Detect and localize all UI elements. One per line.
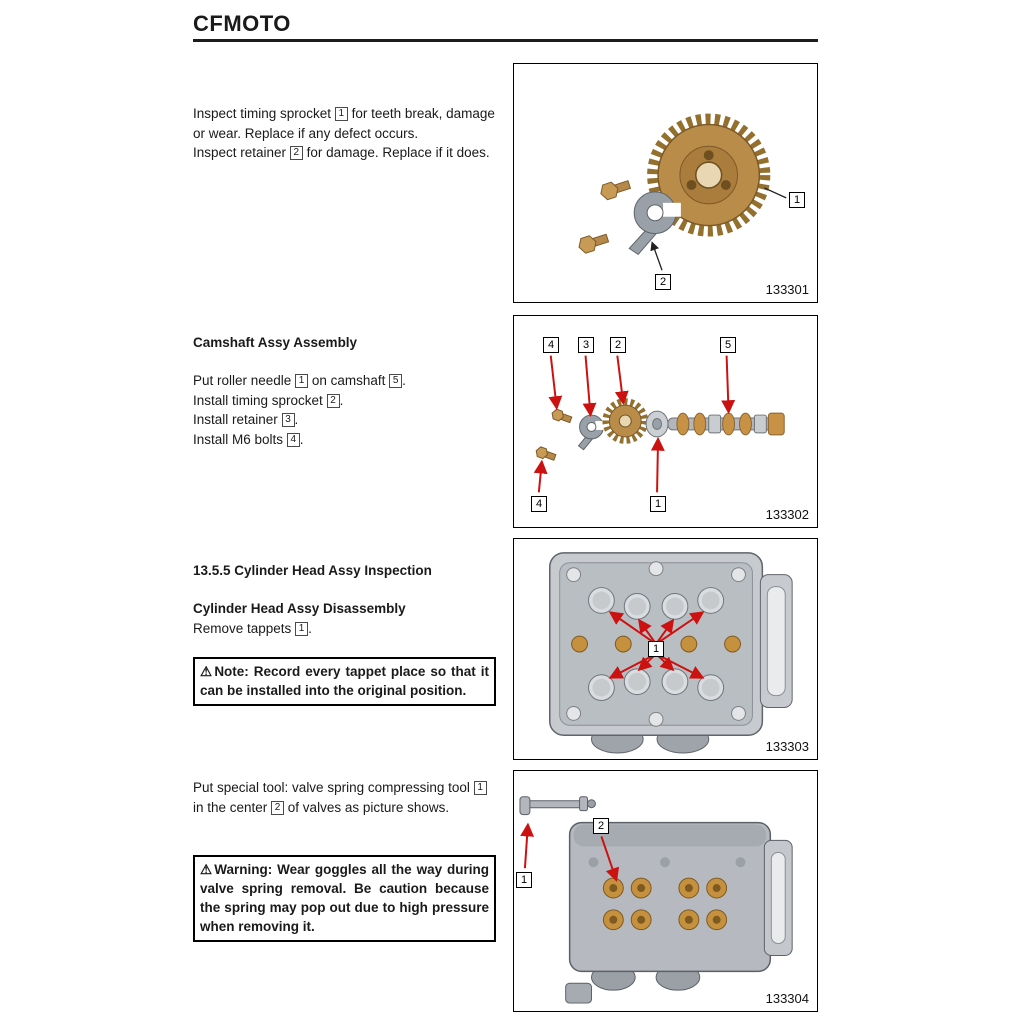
text-segment: Install retainer xyxy=(193,412,282,427)
ref-box: 1 xyxy=(474,781,487,795)
figure-number: 133301 xyxy=(765,282,809,297)
ref-box: 3 xyxy=(282,413,295,427)
figure-133302 xyxy=(513,315,818,528)
callout-label: 1 xyxy=(650,496,666,512)
ref-box: 2 xyxy=(271,801,284,815)
text-segment: . xyxy=(308,620,312,636)
camshaft-assy-steps xyxy=(193,371,496,449)
retainer xyxy=(579,415,607,450)
callout-label: 2 xyxy=(593,818,609,834)
warning-text: Warning: Wear goggles all the way during valve spring removal. Be caution because the spring may pop out due to high pressure when removing it. xyxy=(200,862,489,934)
valve-spring-compressing-tool xyxy=(520,797,596,815)
text-segment: Put roller needle xyxy=(193,373,296,388)
timing-sprocket-illustration xyxy=(514,64,817,302)
figure-133304 xyxy=(513,770,818,1012)
text-segment: . xyxy=(402,373,406,388)
paragraph-line xyxy=(193,778,496,817)
brand-logo-text: CFMOTO xyxy=(193,11,291,36)
bolt xyxy=(598,177,631,201)
note-text: Note: Record every tappet place so that it can be installed into the original position. xyxy=(200,664,489,698)
paragraph-line xyxy=(193,410,496,430)
paragraph-line xyxy=(193,143,496,163)
special-tool-instructions xyxy=(193,778,496,817)
text-segment: Install M6 bolts xyxy=(193,431,287,447)
ref-box: 5 xyxy=(389,374,402,388)
header-rule xyxy=(193,39,818,42)
cylinder-head-top-illustration xyxy=(514,539,817,759)
paragraph-line xyxy=(193,104,496,143)
text-segment: . xyxy=(339,392,344,408)
text-segment: Inspect timing sprocket xyxy=(193,106,335,121)
paragraph-line xyxy=(193,391,496,411)
text-segment: Remove tappets xyxy=(193,620,296,636)
ref-box: 2 xyxy=(327,394,340,408)
camshaft-assy-heading: Camshaft Assy Assembly xyxy=(193,335,358,350)
warning-icon: ⚠ xyxy=(200,862,214,877)
figure-number: 133304 xyxy=(765,991,809,1006)
text-segment: for teeth break, damage or wear. Replace if any defect occurs. xyxy=(193,106,495,141)
bolt xyxy=(550,408,572,424)
section-heading: 13.5.5 Cylinder Head Assy Inspection xyxy=(193,563,432,578)
callout-label: 1 xyxy=(648,641,664,657)
paragraph-line xyxy=(193,371,496,391)
bolt xyxy=(577,231,610,255)
cylinder-head-disassembly-block xyxy=(193,599,496,638)
ref-box: 1 xyxy=(295,622,308,636)
bolt xyxy=(534,446,556,462)
figure-number: 133303 xyxy=(765,739,809,754)
sub-heading: Cylinder Head Assy Disassembly xyxy=(193,601,406,616)
callout-label: 4 xyxy=(531,496,547,512)
text-segment: in the center xyxy=(193,799,272,815)
valve-spring-tool-illustration xyxy=(514,771,817,1011)
paragraph-line xyxy=(193,619,496,639)
callout-label: 4 xyxy=(543,337,559,353)
text-segment: Put special tool: valve spring compressing tool xyxy=(193,780,474,795)
text-segment: Install timing sprocket xyxy=(193,392,327,408)
figure-133303 xyxy=(513,538,818,760)
ref-box: 2 xyxy=(290,146,303,160)
roller-needle-bearing xyxy=(646,411,668,437)
timing-sprocket-instructions xyxy=(193,104,496,163)
callout-label: 3 xyxy=(578,337,594,353)
callout-label: 2 xyxy=(610,337,626,353)
callout-label: 5 xyxy=(720,337,736,353)
timing-sprocket xyxy=(606,402,644,440)
callout-label: 1 xyxy=(516,872,532,888)
ref-box: 1 xyxy=(295,374,308,388)
text-segment: on camshaft xyxy=(308,373,390,388)
note-box xyxy=(193,657,496,706)
figure-number: 133302 xyxy=(765,507,809,522)
figure-133301 xyxy=(513,63,818,303)
text-segment: . xyxy=(294,412,299,427)
warning-box xyxy=(193,855,496,942)
ref-box: 1 xyxy=(335,107,348,121)
camshaft xyxy=(668,413,784,435)
ref-box: 4 xyxy=(287,433,300,447)
text-segment: of valves as picture shows. xyxy=(284,799,450,815)
text-segment: Inspect retainer xyxy=(193,145,290,160)
text-segment: for damage. Replace if it does. xyxy=(302,145,490,160)
paragraph-line xyxy=(193,430,496,450)
callout-label: 2 xyxy=(655,274,671,290)
text-segment: . xyxy=(299,431,304,447)
callout-label: 1 xyxy=(789,192,805,208)
warning-icon: ⚠ xyxy=(200,664,214,679)
